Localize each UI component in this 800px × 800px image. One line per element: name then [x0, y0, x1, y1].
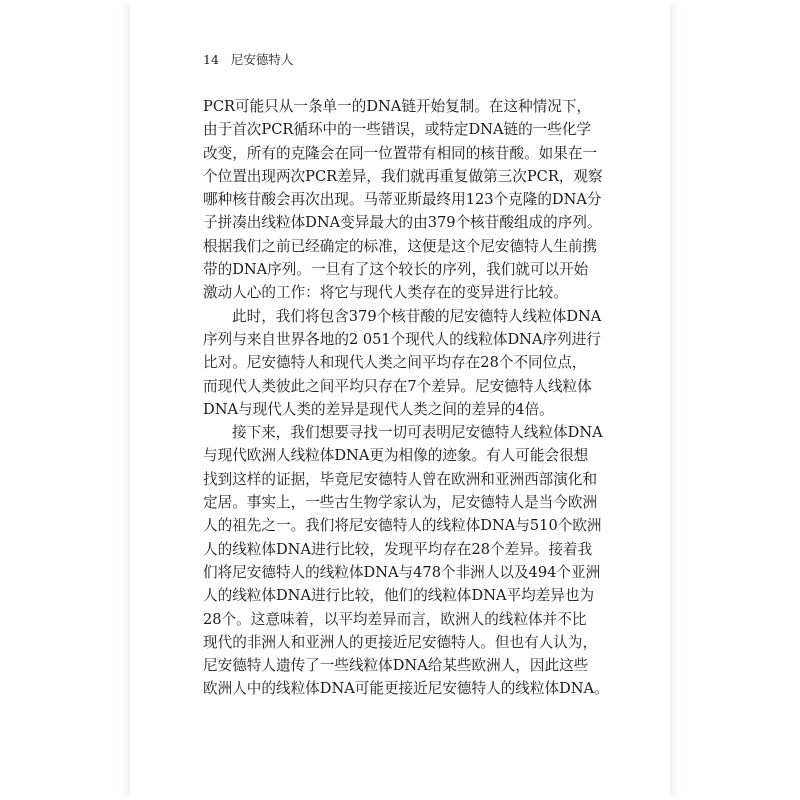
text-line: 哪种核苷酸会再次出现。马蒂亚斯最终用123个克隆的DNA分 [203, 191, 602, 209]
text-line: 定居。事实上，一些古生物学家认为，尼安德特人是当今欧洲 [203, 494, 598, 512]
text-line: 人的祖先之一。我们将尼安德特人的线粒体DNA与510个欧洲 [203, 517, 602, 535]
text-line: 根据我们之前已经确定的标准，这便是这个尼安德特人生前携 [203, 237, 598, 255]
text-line: 欧洲人中的线粒体DNA可能更接近尼安德特人的线粒体DNA。 [203, 680, 609, 698]
text-line: 子拼凑出线粒体DNA变异最大的由379个核苷酸组成的序列。 [203, 214, 602, 232]
text-line: PCR可能只从一条单一的DNA链开始复制。在这种情况下， [203, 98, 592, 115]
text-line: 而现代人类彼此之间平均只存在7个差异。尼安德特人线粒体 [203, 377, 592, 395]
text-line: 带的DNA序列。一旦有了这个较长的序列，我们就可以开始 [203, 261, 589, 279]
text-line: 改变，所有的克隆会在同一位置带有相同的核苷酸。如果在一 [203, 144, 598, 162]
text-line: 与现代欧洲人线粒体DNA更为相像的迹象。有人可能会很想 [203, 447, 589, 465]
text-line: 序列与来自世界各地的2 051个现代人的线粒体DNA序列进行 [203, 330, 601, 348]
text-line: 激动人心的工作：将它与现代人类存在的变异进行比较。 [203, 284, 568, 302]
text-line: 个位置出现两次PCR差异，我们就再重复做第三次PCR，观察 [203, 167, 603, 185]
text-line: 28个。这意味着，以平均差异而言，欧洲人的线粒体并不比 [203, 610, 587, 628]
text-line: 由于首次PCR循环中的一些错误，或特定DNA链的一些化学 [203, 121, 592, 139]
paragraph-first-line: 接下来，我们想要寻找一切可表明尼安德特人线粒体DNA [232, 424, 603, 442]
text-line: 们将尼安德特人的线粒体DNA与478个非洲人以及494个亚洲 [203, 563, 601, 581]
running-header [203, 50, 293, 68]
text-line: 比对。尼安德特人和现代人类之间平均存在28个不同位点， [203, 354, 587, 372]
text-line: 人的线粒体DNA进行比较，他们的线粒体DNA平均差异也为 [203, 587, 595, 605]
text-line: 找到这样的证据，毕竟尼安德特人曾在欧洲和亚洲西部演化和 [203, 470, 598, 488]
text-line: 尼安德特人遗传了一些线粒体DNA给某些欧洲人，因此这些 [203, 657, 589, 675]
paragraph-first-line: 此时，我们将包含379个核苷酸的尼安德特人线粒体DNA [232, 307, 602, 325]
page-number: 14 [203, 52, 219, 67]
text-line: DNA与现代人类的差异是现代人类之间的差异的4倍。 [203, 400, 554, 418]
body-text [203, 95, 609, 701]
running-title: 尼安德特人 [230, 52, 294, 67]
text-line: 人的线粒体DNA进行比较，发现平均存在28个差异。接着我 [203, 540, 593, 558]
text-line: 现代的非洲人和亚洲人的更接近尼安德特人。但也有人认为， [203, 633, 598, 651]
